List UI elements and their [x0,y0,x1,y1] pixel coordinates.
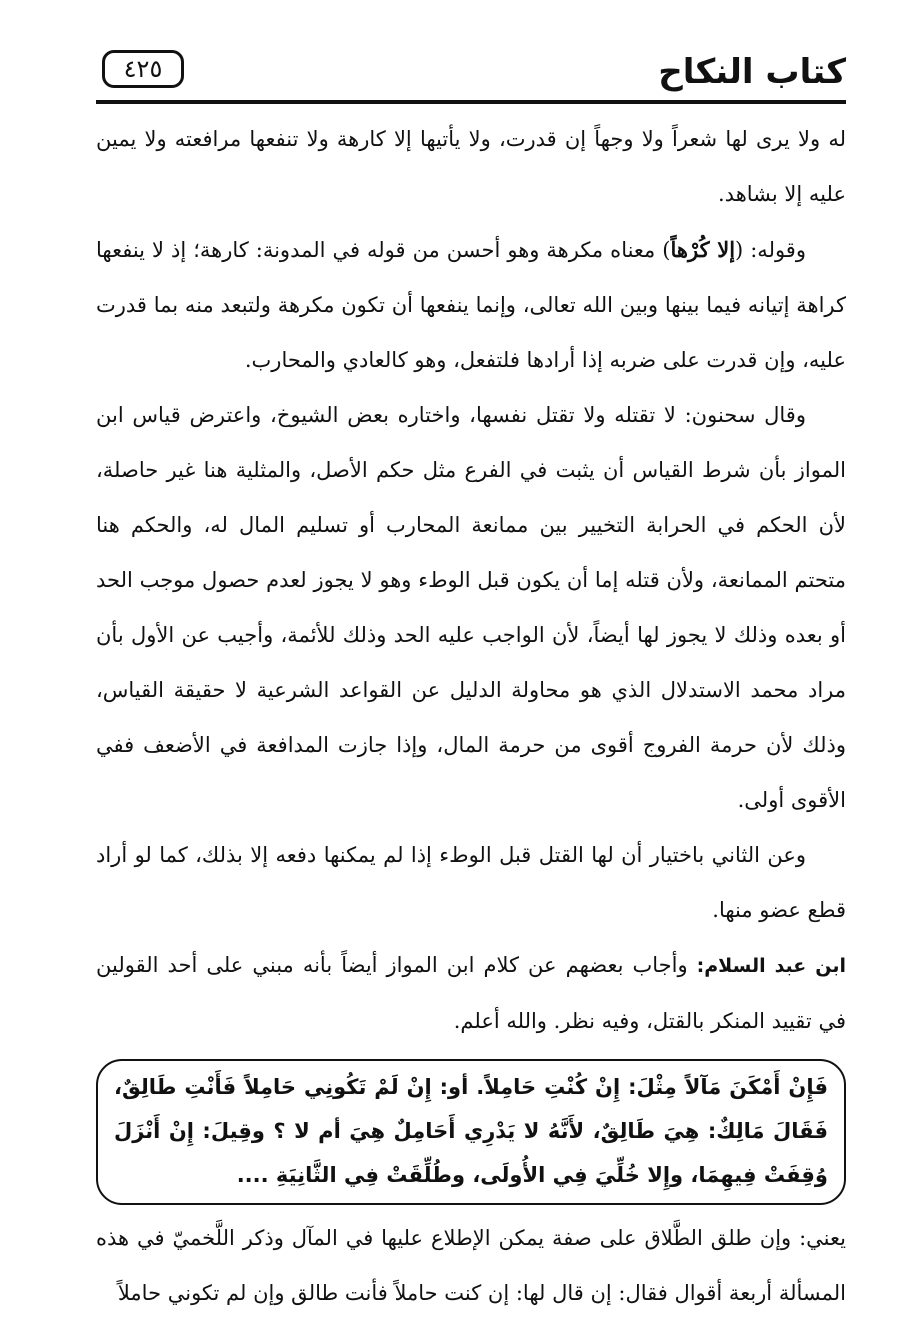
paragraph-4: وعن الثاني باختيار أن لها القتل قبل الوطء إذا لم يمكنها دفعه إلا بذلك، كما لو أراد قطع عضو منها. [96,843,846,922]
quoted-phrase: إلا كُرْهاً [670,237,736,262]
paragraph-2-rest: ) معناه مكرهة وهو أحسن من قوله في المدونة: كارهة؛ إذ لا ينفعها كراهة إتيانه فيما بينها وبين الله تعالى، وإنما ينفعها أن تكون مكرهة ولتبعد منه بما قدرت عليه، وإن قدرت على ضربه إذا أرادها فلتفعل، وهو كالعادي والمحارب. [96,238,846,372]
paragraph-5 [96,938,846,1049]
paragraph-2-lead: وقوله: ( [735,238,806,262]
matn-box [96,1059,846,1205]
book-title: كتاب النكاح [658,52,846,92]
paragraph-1: له ولا يرى لها شعراً ولا وجهاً إن قدرت، ولا يأتيها إلا كارهة ولا تنفعها مرافعته ولا يمين عليه إلا بشاهد. [96,127,846,206]
paragraph-2 [96,222,846,388]
cited-author: ابن عبد السلام: [696,955,846,977]
page-number: ٤٢٥ [102,50,184,88]
matn-text: فَإِنْ أَمْكَنَ مَآلاً مِثْلَ: إِنْ كُنْتِ حَامِلاً. أو: إِنْ لَمْ تَكُونِي حَامِلاً فَأَنْتِ طَالِقٌ، فَقَالَ مَالِكٌ: هِيَ طَالِقٌ، لأَنَّهُ لا يَدْرِي أَحَامِلٌ هِيَ أم لا ؟ وقِيلَ: إِنْ أَنْزَلَ وُقِفَتْ فِيهِمَا، وإِلا خُلِّيَ فِي الأُولَى، وطُلِّقَتْ فِي الثَّانِيَةِ .... [114,1075,828,1187]
paragraph-5-rest: وأجاب بعضهم عن كلام ابن المواز أيضاً بأنه مبني على أحد القولين في تقييد المنكر بالقتل، وفيه نظر. والله أعلم. [96,953,846,1033]
paragraph-3: وقال سحنون: لا تقتله ولا تقتل نفسها، واختاره بعض الشيوخ، واعترض قياس ابن المواز بأن شرط القياس أن يثبت في الفرع مثل حكم الأصل، والمثلية هنا غير حاصلة، لأن الحكم في الحرابة التخيير بين ممانعة المحارب أو تسليم المال له، والحكم هنا متحتم الممانعة، ولأن قتله إما أن يكون قبل الوطء وهو لا يجوز لعدم حصول موجب الحد أو بعده وذلك لا يجوز لها أيضاً، لأن الواجب عليه الحد وذلك للأئمة، وأجيب عن الأول بأن مراد محمد الاستدلال الذي هو محاولة الدليل عن القواعد الشرعية لا حقيقة القياس، وذلك لأن حرمة الفروج أقوى من حرمة المال، وإذا جازت المدافعة في الأضعف ففي الأقوى أولى. [96,403,846,812]
page-header [96,40,846,104]
page-content [96,112,846,1321]
paragraph-6: يعني: وإن طلق الطَّلاق على صفة يمكن الإطلاع عليها في المآل وذكر اللَّخميّ في هذه المسألة أربعة أقوال فقال: إن قال لها: إن كنت حاملاً فأنت طالق وإن لم تكوني حاملاً [96,1226,846,1305]
header-rule [96,100,846,104]
